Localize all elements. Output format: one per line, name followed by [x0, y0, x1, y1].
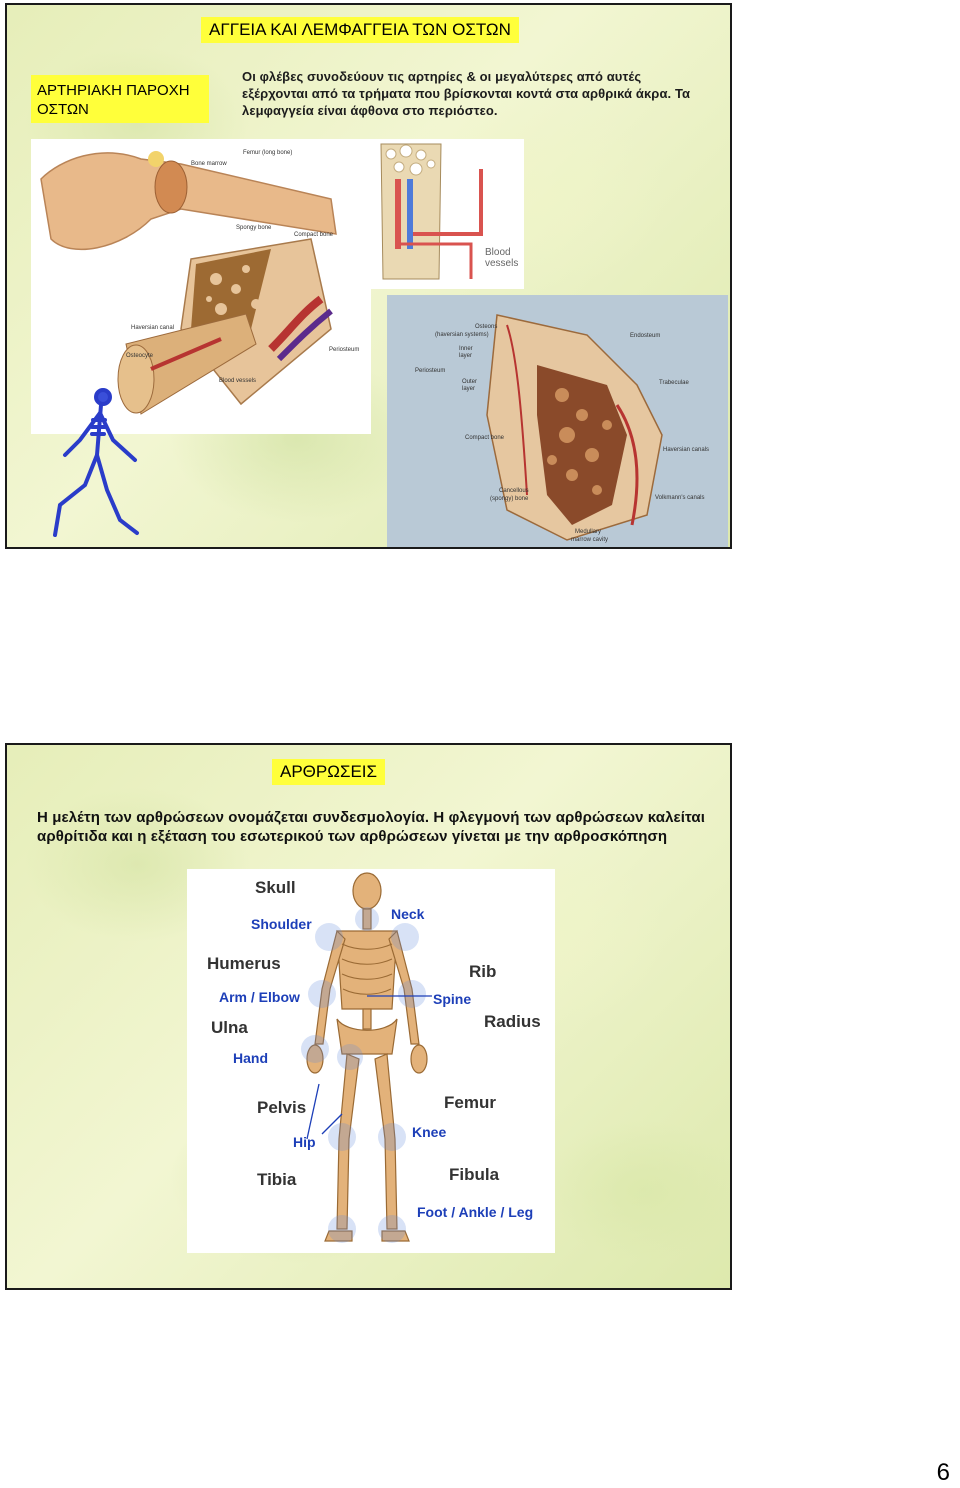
label-osteocyte: Osteocyte [126, 353, 154, 359]
page-number: 6 [936, 1459, 950, 1486]
label-trabeculae: Trabeculae [659, 380, 689, 386]
label-blood-vessels: Blood vessels [219, 378, 257, 384]
label-blood: Blood [485, 247, 511, 258]
slide-title: ΑΓΓΕΙΑ ΚΑΙ ΛΕΜΦΑΓΓΕΙΑ ΤΩΝ ΟΣΤΩΝ [201, 17, 519, 43]
label-medullary-1: Medullary [575, 529, 602, 535]
body-text: Οι φλέβες συνοδεύουν τις αρτηρίες & οι μεγαλύτερες από αυτές εξέρχονται από τα τρήματα που βρίσκονται κοντά στα αρθρικά άκρα. Τα λεμφαγγεία είναι άφθονα στο περιόστεο. [242, 69, 691, 118]
label-periosteum: Periosteum [329, 347, 360, 353]
label-femur: Femur (long bone) [243, 150, 293, 156]
slide-joints [5, 743, 732, 1290]
label-femur: Femur [444, 1093, 496, 1112]
label-cancellous-1: Cancellous [499, 488, 529, 494]
label-compact-bone-section: Compact bone [465, 435, 505, 441]
slide-bone-vessels [5, 3, 732, 549]
label-tibia: Tibia [257, 1170, 297, 1189]
blood-vessels-diagram [371, 139, 524, 289]
label-vessels: vessels [485, 258, 519, 269]
label-spine: Spine [433, 991, 472, 1007]
label-knee: Knee [412, 1124, 447, 1140]
slide-title: ΑΡΘΡΩΣΕΙΣ [272, 759, 385, 785]
label-osteons: Osteons [475, 324, 498, 330]
label-medullary-2: marrow cavity [571, 537, 609, 543]
label-hip: Hip [293, 1134, 316, 1150]
label-ulna: Ulna [211, 1018, 248, 1037]
label-inner-1: Inner [459, 346, 473, 352]
label-shoulder: Shoulder [251, 916, 312, 932]
label-bone-marrow: Bone marrow [191, 161, 227, 167]
walking-skeleton-icon [45, 385, 145, 545]
label-radius: Radius [484, 1012, 541, 1031]
label-cancellous-2: (spongy) bone [490, 496, 529, 502]
label-rib: Rib [469, 962, 497, 981]
label-foot-ankle-leg: Foot / Ankle / Leg [417, 1204, 534, 1220]
label-inner-2: layer [459, 353, 473, 359]
bone-cross-section-diagram [387, 295, 728, 549]
label-arm-elbow: Arm / Elbow [219, 989, 300, 1005]
label-pelvis: Pelvis [257, 1098, 307, 1117]
label-spongy-bone: Spongy bone [236, 225, 272, 231]
side-label: ΑΡΤΗΡΙΑΚΗ ΠΑΡΟΧΗ ΟΣΤΩΝ [31, 75, 209, 123]
label-haversian-canals: Haversian canals [663, 447, 710, 453]
label-haversian-systems: (haversian systems) [435, 332, 489, 338]
label-volkmann: Volkmann's canals [655, 495, 705, 501]
label-neck: Neck [391, 906, 425, 922]
label-haversian-canal: Haversian canal [131, 325, 175, 331]
label-outer-2: layer [462, 386, 476, 392]
label-fibula: Fibula [449, 1165, 500, 1184]
label-hand: Hand [233, 1050, 268, 1066]
label-skull: Skull [255, 878, 296, 897]
label-compact-bone: Compact bone [294, 232, 334, 238]
label-outer-1: Outer [462, 379, 478, 385]
body-text: Η μελέτη των αρθρώσεων ονομάζεται συνδεσμολογία. Η φλεγμονή των αρθρώσεων καλείται αρθρίτιδα και η εξέταση του εσωτερικού των αρθρώσεων γίνεται με την αρθροσκόπηση [37, 809, 705, 845]
label-periosteum-section: Periosteum [415, 368, 446, 374]
label-endosteum: Endosteum [630, 333, 661, 339]
label-humerus: Humerus [207, 954, 281, 973]
skeleton-diagram [187, 869, 555, 1253]
